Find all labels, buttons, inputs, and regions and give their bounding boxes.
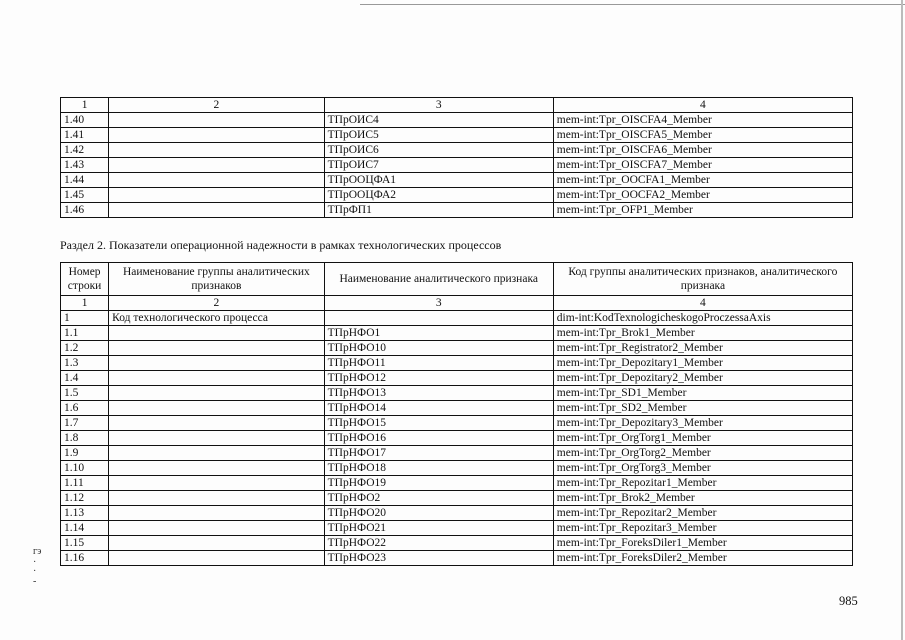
table-row	[61, 416, 853, 431]
header-row	[61, 263, 853, 296]
col-number-3: 3	[324, 98, 553, 113]
cell-group	[109, 416, 325, 431]
cell-feature: ТПрНФО2	[324, 491, 553, 506]
cell-feature: ТПрНФО19	[324, 476, 553, 491]
margin-mark: ·	[33, 566, 37, 577]
cell-code: mem-int:Tpr_SD1_Member	[553, 386, 852, 401]
table-row	[61, 113, 853, 128]
continuation-table	[60, 97, 853, 218]
cell-feature: ТПрНФО13	[324, 386, 553, 401]
cell-code: mem-int:Tpr_Brok2_Member	[553, 491, 852, 506]
cell-num: 1.15	[61, 536, 109, 551]
cell-num: 1.8	[61, 431, 109, 446]
cell-feature: ТПрНФО18	[324, 461, 553, 476]
cell-num: 1	[61, 311, 109, 326]
cell-num: 1.10	[61, 461, 109, 476]
cell-num: 1.9	[61, 446, 109, 461]
cell-feature: ТПрНФО22	[324, 536, 553, 551]
cell-group	[109, 143, 325, 158]
cell-group	[109, 446, 325, 461]
table-row	[61, 521, 853, 536]
table-row	[61, 203, 853, 218]
table-body	[61, 311, 853, 566]
cell-num: 1.14	[61, 521, 109, 536]
cell-feature: ТПрНФО23	[324, 551, 553, 566]
cell-code: mem-int:Tpr_Repozitar1_Member	[553, 476, 852, 491]
cell-group	[109, 491, 325, 506]
cell-group	[109, 173, 325, 188]
section2-table	[60, 262, 853, 566]
cell-feature: ТПрНФО15	[324, 416, 553, 431]
table-row	[61, 386, 853, 401]
cell-group	[109, 128, 325, 143]
cell-num: 1.6	[61, 401, 109, 416]
cell-group	[109, 326, 325, 341]
page-number: 985	[839, 594, 858, 608]
cell-group	[109, 401, 325, 416]
table-body	[61, 113, 853, 218]
cell-num: 1.44	[61, 173, 109, 188]
cell-feature: ТПрНФО1	[324, 326, 553, 341]
cell-group	[109, 113, 325, 128]
table-row	[61, 476, 853, 491]
cell-group: Код технологического процесса	[109, 311, 325, 326]
cell-group	[109, 356, 325, 371]
cell-num: 1.5	[61, 386, 109, 401]
cell-code: mem-int:Tpr_Depozitary2_Member	[553, 371, 852, 386]
cell-group	[109, 551, 325, 566]
cell-group	[109, 461, 325, 476]
table-row	[61, 143, 853, 158]
cell-code: mem-int:Tpr_SD2_Member	[553, 401, 852, 416]
header-feature: Наименование аналитического признака	[324, 263, 553, 296]
cell-num: 1.41	[61, 128, 109, 143]
cell-feature: ТПрОИС6	[324, 143, 553, 158]
table-row	[61, 461, 853, 476]
cell-num: 1.3	[61, 356, 109, 371]
cell-feature: ТПрНФО10	[324, 341, 553, 356]
cell-num: 1.45	[61, 188, 109, 203]
cell-num: 1.11	[61, 476, 109, 491]
header-code: Код группы аналитических признаков, аналитического признака	[553, 263, 852, 296]
cell-group	[109, 203, 325, 218]
cell-feature: ТПрНФО21	[324, 521, 553, 536]
cell-code: mem-int:Tpr_OISCFA5_Member	[553, 128, 852, 143]
table-row	[61, 506, 853, 521]
cell-group	[109, 431, 325, 446]
column-number-row	[61, 296, 853, 311]
cell-code: mem-int:Tpr_Brok1_Member	[553, 326, 852, 341]
margin-mark: ·	[33, 557, 37, 568]
cell-group	[109, 536, 325, 551]
cell-num: 1.40	[61, 113, 109, 128]
cell-feature: ТПрООЦФА2	[324, 188, 553, 203]
cell-code: mem-int:Tpr_Depozitary1_Member	[553, 356, 852, 371]
table-row	[61, 551, 853, 566]
table-row	[61, 401, 853, 416]
table-row	[61, 536, 853, 551]
cell-num: 1.13	[61, 506, 109, 521]
cell-feature: ТПрФП1	[324, 203, 553, 218]
cell-code: mem-int:Tpr_OISCFA6_Member	[553, 143, 852, 158]
cell-group	[109, 521, 325, 536]
top-rule	[360, 4, 905, 5]
cell-code: mem-int:Tpr_OOCFA2_Member	[553, 188, 852, 203]
cell-feature: ТПрНФО17	[324, 446, 553, 461]
margin-mark: -	[33, 576, 37, 587]
cell-code: dim-int:KodTexnologicheskogoProczessaAxis	[553, 311, 852, 326]
cell-code: mem-int:Tpr_Repozitar2_Member	[553, 506, 852, 521]
header-num: Номер строки	[61, 263, 109, 296]
cell-group	[109, 476, 325, 491]
header-group: Наименование группы аналитических признаков	[109, 263, 325, 296]
table-row	[61, 158, 853, 173]
cell-num: 1.46	[61, 203, 109, 218]
cell-code: mem-int:Tpr_Registrator2_Member	[553, 341, 852, 356]
cell-feature: ТПрОИС5	[324, 128, 553, 143]
table-row	[61, 431, 853, 446]
cell-num: 1.1	[61, 326, 109, 341]
cell-code: mem-int:Tpr_OOCFA1_Member	[553, 173, 852, 188]
col-number-4: 4	[553, 296, 852, 311]
section-title: Раздел 2. Показатели операционной надежности в рамках технологических процессов	[60, 238, 502, 252]
column-number-row	[61, 98, 853, 113]
col-number-1: 1	[61, 98, 109, 113]
cell-feature	[324, 311, 553, 326]
col-number-4: 4	[553, 98, 852, 113]
table-row	[61, 446, 853, 461]
cell-num: 1.4	[61, 371, 109, 386]
cell-code: mem-int:Tpr_OrgTorg3_Member	[553, 461, 852, 476]
cell-code: mem-int:Tpr_Depozitary3_Member	[553, 416, 852, 431]
cell-code: mem-int:Tpr_Repozitar3_Member	[553, 521, 852, 536]
cell-code: mem-int:Tpr_OISCFA4_Member	[553, 113, 852, 128]
cell-num: 1.16	[61, 551, 109, 566]
col-number-1: 1	[61, 296, 109, 311]
cell-feature: ТПрОИС4	[324, 113, 553, 128]
cell-code: mem-int:Tpr_OrgTorg2_Member	[553, 446, 852, 461]
table-row	[61, 341, 853, 356]
cell-feature: ТПрНФО11	[324, 356, 553, 371]
cell-num: 1.2	[61, 341, 109, 356]
table-row	[61, 326, 853, 341]
cell-num: 1.42	[61, 143, 109, 158]
cell-group	[109, 371, 325, 386]
table-row	[61, 173, 853, 188]
cell-feature: ТПрНФО16	[324, 431, 553, 446]
cell-group	[109, 341, 325, 356]
table-row	[61, 188, 853, 203]
cell-code: mem-int:Tpr_OrgTorg1_Member	[553, 431, 852, 446]
table-row	[61, 491, 853, 506]
table-row	[61, 371, 853, 386]
cell-code: mem-int:Tpr_OFP1_Member	[553, 203, 852, 218]
col-number-3: 3	[324, 296, 553, 311]
cell-num: 1.12	[61, 491, 109, 506]
cell-group	[109, 506, 325, 521]
col-number-2: 2	[109, 98, 325, 113]
cell-group	[109, 188, 325, 203]
cell-group	[109, 386, 325, 401]
cell-num: 1.7	[61, 416, 109, 431]
margin-mark: гэ	[33, 546, 42, 557]
cell-code: mem-int:Tpr_OISCFA7_Member	[553, 158, 852, 173]
page-edge	[901, 0, 903, 640]
table-row	[61, 128, 853, 143]
cell-code: mem-int:Tpr_ForeksDiler2_Member	[553, 551, 852, 566]
col-number-2: 2	[109, 296, 325, 311]
cell-feature: ТПрНФО14	[324, 401, 553, 416]
cell-code: mem-int:Tpr_ForeksDiler1_Member	[553, 536, 852, 551]
cell-feature: ТПрООЦФА1	[324, 173, 553, 188]
cell-feature: ТПрОИС7	[324, 158, 553, 173]
table-row	[61, 311, 853, 326]
cell-num: 1.43	[61, 158, 109, 173]
table-row	[61, 356, 853, 371]
cell-feature: ТПрНФО20	[324, 506, 553, 521]
cell-feature: ТПрНФО12	[324, 371, 553, 386]
cell-group	[109, 158, 325, 173]
